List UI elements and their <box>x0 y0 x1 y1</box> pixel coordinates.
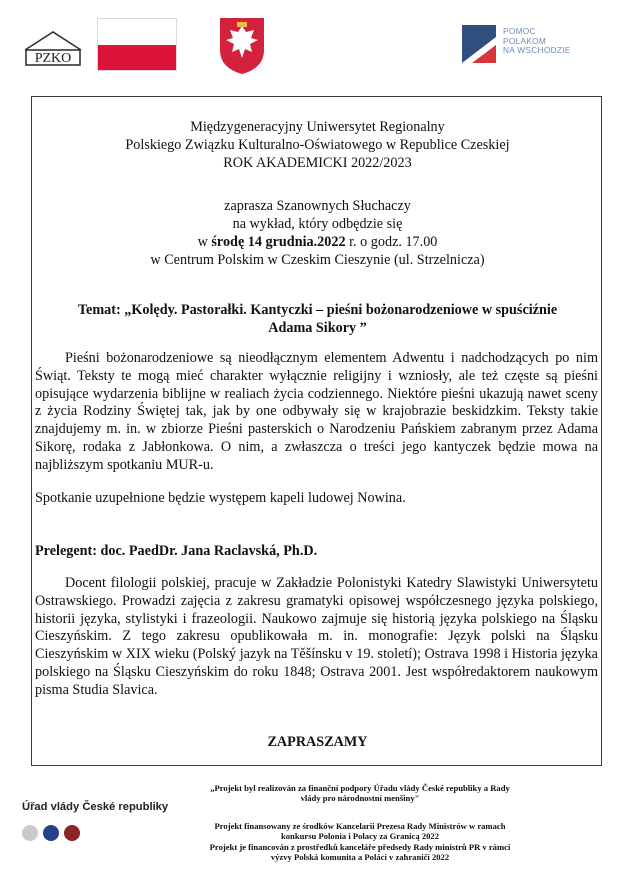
topic-line1: Temat: „Kolędy. Pastorałki. Kantyczki – pieśni bożonarodzeniowe w spuściźnie <box>77 302 558 318</box>
polish-flag <box>97 18 177 71</box>
speaker-bio: Docent filologii polskiej, pracuje w Zakładzie Polonistyki Katedry Slawistyki Uniwersytetu Ostrawskiego. Prowadzi zajęcia z zakresu gramatyki opisowej współczesnego języka polskiego, historii języka, stylistyki i frazeologii. Naukowo zajmuje się historią języka polskiego na Śląsku Cieszyńskim. Z tego zakresu opublikowała m. in. monografie: Język polski na Śląsku Cieszyńskim w XIX wieku (Polský jazyk na Těšínsku v 19. století); Ostrava 1998 i Historia języka polskiego na Śląsku Cieszyńskim do roku 1848; Ostrava 2001. Jest współredaktorem naukowym pisma Studia Slavica. <box>35 575 598 698</box>
czech-lion-icon <box>22 825 38 841</box>
org-name-line1: Międzygeneracyjny Uniwersytet Regionalny <box>190 119 445 135</box>
speaker-heading: Prelegent: doc. PaedDr. Jana Raclavská, Ph.D. <box>35 543 318 559</box>
date-prefix: w <box>197 234 212 250</box>
invitation-frame <box>31 96 602 766</box>
topic-line2: Adama Sikory ” <box>268 320 367 336</box>
urad-vlady-logo-text: Úřad vlády České republiky <box>22 801 169 813</box>
funding-note-pl: Projekt finansowany ze środków Kancelarii Prezesa Rady Ministrów w ramach konkursu Polonia i Polacy za Granicą 2022 <box>214 821 506 842</box>
description-paragraph: Pieśni bożonarodzeniowe są nieodłącznym elementem Adwentu i nadchodzących po nim Świąt. Teksty te mogą mieć charakter wyłącznie religijny i wzniosły, ale też częste są pieśni opisujące wydarzenia biblijne w realiach życia codziennego. Niektóre pieśni ukazują nawet sceny z życia Rodziny Świętej tak, jak by one odbywały się w krajobrazie beskidzkim. Teksty takie znajdujemy m. in. w zbiorze Pieśni pasterskich o Narodzeniu Pańskiem zabranym przez Adama Sikorę, rodaka z Jabłonkowa. O nim, a zwłaszcza o treści jego kantyczek będzie mowa na najbliższym spotkaniu MUR-u. <box>35 350 598 473</box>
lecture-venue: w Centrum Polskim w Czeskim Cieszynie (ul. Strzelnicza) <box>150 252 485 268</box>
pzko-logo-icon <box>22 28 84 66</box>
eagle-emblem-icon <box>218 16 266 76</box>
pomoc-logo-icon <box>462 25 496 63</box>
org-name-line2: Polskiego Związku Kulturalno-Oświatowego w Republice Czeskiej <box>125 137 510 153</box>
urad-vlady-badges <box>22 824 85 842</box>
svg-text:PZKO: PZKO <box>34 51 72 66</box>
invite-line2: na wykład, który odbędzie się <box>232 216 403 232</box>
funding-note-cz-2: Projekt je financován z prostředků kanceláře předsedy Rady ministrů PR v rámci výzvy Polská komunita a Poláci v zahraničí 2022 <box>209 842 511 863</box>
invite-line1: zaprasza Szanownych Słuchaczy <box>224 198 411 214</box>
pzko-logo <box>22 28 84 66</box>
minority-council-icon <box>64 825 80 841</box>
polish-emblem <box>218 16 266 76</box>
band-note: Spotkanie uzupełnione będzie występem kapeli ludowej Nowina. <box>35 490 406 506</box>
academic-year: ROK AKADEMICKI 2022/2023 <box>223 155 412 171</box>
closing-invite: ZAPRASZAMY <box>267 734 368 750</box>
date-bold: środę 14 grudnia.2022 <box>211 234 346 250</box>
eu-stars-icon <box>43 825 59 841</box>
time: r. o godz. 17.00 <box>345 234 438 250</box>
funding-note-cz-1: „Projekt byl realizován za finanční podpory Úřadu vlády České republiky a Rady vlády pro národnostní menšiny" <box>210 783 510 804</box>
lecture-date <box>32 234 603 252</box>
pomoc-logo-text: POMOC POLAKOM NA WSCHODZIE <box>503 26 571 56</box>
